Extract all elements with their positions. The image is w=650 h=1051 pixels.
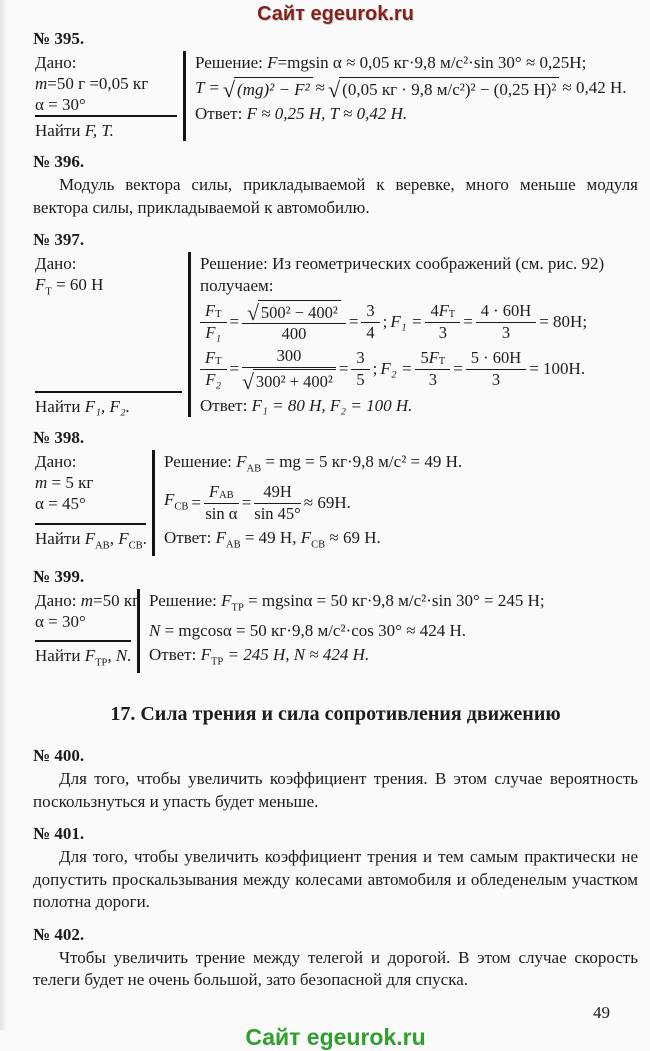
radical-icon: √ bbox=[222, 77, 236, 103]
find-variables: F, T. bbox=[84, 121, 114, 140]
problem-number: № 402. bbox=[33, 924, 85, 944]
subscript: СВ bbox=[128, 540, 143, 552]
coefficient: 4 bbox=[430, 300, 439, 320]
variable: F bbox=[209, 481, 220, 501]
fraction-denominator: 5 bbox=[356, 369, 365, 389]
problem-399 bbox=[33, 567, 638, 673]
find-row bbox=[35, 523, 146, 556]
fraction-numerator bbox=[242, 300, 346, 324]
solution-text: = mgsinα = 50 кг·9,8 м/с²·sin 30° = 245 Н; bbox=[243, 591, 545, 611]
fraction-denominator: F₂ bbox=[205, 369, 222, 389]
fraction-numerator bbox=[200, 349, 227, 370]
solution-text: Из геометрических соображений (см. рис. 92) получаем: bbox=[200, 254, 605, 295]
variable: F bbox=[236, 451, 247, 471]
problem-402 bbox=[33, 925, 638, 992]
fraction-numerator bbox=[204, 483, 239, 504]
subscript: Т bbox=[448, 308, 456, 320]
variable: m bbox=[35, 74, 48, 93]
formula-row-2 bbox=[200, 346, 638, 395]
solution-column bbox=[152, 450, 638, 557]
fraction-numerator: 5 · 60Н bbox=[466, 349, 526, 370]
subscript: Т bbox=[215, 308, 222, 320]
given-column bbox=[33, 450, 152, 557]
variable: m bbox=[35, 472, 48, 492]
problem-395 bbox=[33, 29, 638, 141]
variable: F bbox=[118, 528, 129, 548]
variable: F bbox=[200, 644, 211, 664]
given-value: = 60 Н bbox=[51, 275, 104, 294]
problem-number: № 395. bbox=[33, 29, 85, 48]
formula-lead bbox=[164, 489, 188, 518]
solution-line bbox=[149, 590, 638, 619]
variable: F bbox=[84, 645, 96, 665]
given-line bbox=[35, 73, 177, 94]
answer-label: Ответ: bbox=[149, 644, 201, 664]
answer-line bbox=[164, 527, 638, 556]
page-number: 49 bbox=[593, 1002, 610, 1022]
answer-label: Ответ: bbox=[200, 395, 252, 415]
square-root bbox=[222, 77, 313, 103]
variable: F bbox=[428, 347, 439, 367]
formula-row bbox=[195, 77, 638, 103]
given-column bbox=[33, 589, 140, 673]
variable: F bbox=[35, 275, 46, 294]
subscript: СВ bbox=[311, 539, 326, 551]
equals-sign: = bbox=[453, 359, 463, 379]
fraction-numerator: 300 bbox=[242, 347, 336, 368]
solution-text: =mgsin α ≈ 0,05 кг·9,8 м/с²·sin 30° ≈ 0,25Н; bbox=[277, 53, 587, 72]
formula-result: ≈ 69Н. bbox=[303, 493, 351, 513]
variable: F bbox=[164, 489, 175, 509]
solution-column bbox=[188, 252, 638, 417]
radicand: 500² − 400² bbox=[258, 300, 341, 322]
fraction-numerator bbox=[425, 302, 460, 323]
variable: F bbox=[84, 528, 96, 548]
square-root bbox=[328, 77, 559, 103]
semicolon: ; bbox=[382, 312, 388, 332]
fraction-denominator: 3 bbox=[428, 369, 437, 389]
equals-sign: = bbox=[191, 493, 201, 513]
equals-sign: = bbox=[348, 312, 359, 332]
formula-lead: F₁ = bbox=[390, 312, 423, 332]
fraction-numerator bbox=[200, 302, 227, 323]
find-row bbox=[35, 391, 182, 417]
answer-line bbox=[149, 644, 638, 673]
site-header-watermark: Сайт egeurok.ru bbox=[257, 3, 414, 25]
subscript: АВ bbox=[225, 539, 241, 551]
find-variables: , N. bbox=[107, 645, 132, 665]
formula-lead: F₂ = bbox=[380, 359, 413, 379]
answer-label: Ответ: bbox=[195, 103, 247, 123]
answer-paragraph: Модуль вектора силы, прикладываемой к веревке, много меньше модуля вектора силы, прикладываемой к автомобилю. bbox=[33, 175, 638, 217]
given-solution-table bbox=[33, 252, 638, 417]
variable: F bbox=[221, 591, 232, 611]
fraction-numerator: 49Н bbox=[254, 483, 300, 504]
fraction-denominator: 4 bbox=[366, 322, 375, 342]
subscript: ТР bbox=[231, 602, 244, 614]
formula-lead: T = bbox=[195, 78, 220, 98]
square-root bbox=[247, 300, 341, 326]
variable: F bbox=[267, 53, 278, 72]
answer-text: F ≈ 0,25 Н, T ≈ 0,42 Н. bbox=[246, 103, 408, 123]
answer-paragraph: Чтобы увеличить трение между телегой и дорогой. В этом случае скорость телеги будет не очень большой, зато безопасной для спуска. bbox=[33, 947, 638, 990]
solution-line bbox=[200, 253, 638, 297]
find-variables: F₁, F₂. bbox=[84, 396, 131, 416]
solution-label: Решение: bbox=[149, 591, 222, 611]
problem-397 bbox=[33, 230, 638, 417]
equals-sign: = bbox=[229, 359, 240, 379]
fraction bbox=[466, 349, 526, 390]
given-label: Дано: bbox=[35, 53, 77, 72]
fraction-numerator bbox=[415, 349, 450, 370]
given-value: = 5 кг bbox=[47, 472, 94, 492]
fraction-denominator: sin α bbox=[205, 503, 238, 523]
given-value: =50 г =0,05 кг bbox=[47, 74, 149, 93]
variable: N bbox=[149, 620, 161, 640]
problem-number: № 396. bbox=[33, 152, 85, 171]
fraction bbox=[200, 302, 227, 343]
equals-sign: = bbox=[229, 312, 240, 332]
given-column bbox=[33, 252, 188, 417]
answer-label: Ответ: bbox=[164, 527, 216, 547]
solution-column bbox=[183, 51, 638, 141]
problem-401 bbox=[33, 824, 638, 914]
variable: F bbox=[438, 300, 449, 320]
fraction-numerator: 3 bbox=[361, 302, 379, 323]
subscript: Т bbox=[45, 286, 52, 298]
find-label: Найти bbox=[35, 645, 85, 665]
subscript: Т bbox=[215, 355, 222, 367]
subscript: ТР bbox=[210, 656, 224, 668]
find-row bbox=[35, 640, 131, 673]
fraction bbox=[476, 302, 536, 343]
answer-paragraph: Для того, чтобы увеличить коэффициент трения и тем самым практически не допустить проскальзывания между колесами автомобиля и обледенелым участком полотна дороги. bbox=[33, 847, 638, 912]
given-line: α = 30° bbox=[35, 612, 86, 632]
equals-sign: = bbox=[241, 493, 252, 513]
given-line: α = 45° bbox=[35, 493, 86, 513]
given-column bbox=[33, 51, 183, 141]
fraction-denominator: 3 bbox=[501, 322, 511, 342]
solution-text: = mg = 5 кг·9,8 м/с² = 49 Н. bbox=[261, 451, 463, 471]
fraction bbox=[361, 302, 379, 343]
coefficient: 5 bbox=[420, 347, 429, 367]
formula-result: = 100Н. bbox=[529, 359, 586, 379]
find-row bbox=[35, 115, 177, 141]
fraction bbox=[425, 302, 460, 343]
answer-text: ≈ 69 Н. bbox=[325, 527, 381, 547]
subscript: ТР bbox=[95, 657, 108, 669]
fraction-denominator: 3 bbox=[491, 369, 501, 389]
formula-row bbox=[164, 483, 638, 524]
formula-row-1 bbox=[200, 300, 638, 344]
radical-icon: √ bbox=[242, 370, 254, 395]
subscript: СВ bbox=[174, 501, 189, 513]
variable: m bbox=[80, 591, 93, 611]
subscript: АВ bbox=[219, 489, 234, 501]
radicand: 300² + 400² bbox=[253, 369, 336, 391]
fraction bbox=[415, 349, 450, 390]
fraction-numerator: 3 bbox=[351, 349, 369, 370]
find-label: Найти bbox=[35, 528, 85, 548]
fraction bbox=[200, 349, 227, 390]
given-label: Дано: bbox=[35, 591, 81, 611]
find-label: Найти bbox=[35, 396, 85, 416]
approx-sign: ≈ bbox=[315, 78, 326, 98]
comma: , bbox=[109, 528, 119, 548]
given-solution-table bbox=[33, 450, 638, 557]
variable: F bbox=[205, 347, 216, 367]
answer-text: = 49 Н, bbox=[240, 527, 301, 547]
equals-sign: = bbox=[338, 359, 349, 379]
subscript: АВ bbox=[95, 540, 110, 552]
site-footer-watermark: Сайт egeurok.ru bbox=[245, 1023, 426, 1050]
variable: F bbox=[215, 527, 226, 547]
given-line bbox=[35, 472, 146, 493]
fraction-denominator: F₁ bbox=[205, 322, 222, 342]
answer-paragraph: Для того, чтобы увеличить коэффициент трения. В этом случае вероятность поскользнуться и упасть будет меньше. bbox=[33, 769, 638, 811]
scan-edge-artifact bbox=[0, 0, 7, 1030]
variable: F bbox=[205, 300, 216, 320]
square-root bbox=[242, 369, 336, 395]
solution-line bbox=[164, 451, 638, 480]
fraction bbox=[351, 349, 369, 390]
solution-label: Решение: bbox=[164, 451, 237, 471]
answer-line bbox=[200, 395, 638, 417]
formula-result: ≈ 0,42 Н. bbox=[562, 78, 627, 98]
formula-result: = 80Н; bbox=[539, 312, 588, 332]
fraction-denominator: 3 bbox=[438, 322, 447, 342]
radicand: (mg)² − F² bbox=[234, 77, 313, 100]
given-line: α = 30° bbox=[35, 95, 86, 114]
solution-label: Решение: bbox=[200, 254, 273, 273]
semicolon: ; bbox=[372, 359, 378, 379]
problem-396 bbox=[33, 152, 638, 219]
variable: F bbox=[300, 527, 312, 547]
period: . bbox=[142, 528, 147, 548]
section-17-title: 17. Сила трения и сила сопротивления движению bbox=[110, 703, 561, 726]
given-line bbox=[35, 590, 140, 611]
given-line bbox=[35, 274, 182, 302]
radical-icon: √ bbox=[247, 301, 259, 326]
solution-label: Решение: bbox=[195, 53, 268, 72]
given-solution-table bbox=[33, 51, 638, 141]
problem-number: № 397. bbox=[33, 230, 85, 249]
problem-number: № 398. bbox=[33, 427, 85, 447]
fraction bbox=[254, 483, 300, 524]
fraction bbox=[204, 483, 239, 524]
find-label: Найти bbox=[35, 121, 85, 140]
equals-sign: = bbox=[463, 312, 473, 332]
fraction-denominator: 400 bbox=[281, 324, 307, 344]
fraction bbox=[242, 346, 336, 395]
fraction-numerator: 4 · 60Н bbox=[476, 302, 536, 323]
given-label: Дано: bbox=[35, 254, 77, 273]
problem-number: № 399. bbox=[33, 567, 85, 587]
problem-398 bbox=[33, 428, 638, 557]
radicand: (0,05 кг · 9,8 м/с²)² − (0,25 Н)² bbox=[339, 77, 559, 100]
answer-text: = 245 Н, N ≈ 424 Н. bbox=[223, 644, 370, 664]
solution-text: = mgcosα = 50 кг·9,8 м/с²·cos 30° ≈ 424 Н. bbox=[160, 620, 467, 640]
fraction-denominator: sin 45° bbox=[254, 503, 301, 523]
answer-text: F₁ = 80 Н, F₂ = 100 Н. bbox=[251, 395, 413, 415]
solution-line bbox=[149, 620, 638, 642]
given-solution-table bbox=[33, 589, 638, 673]
solution-line bbox=[195, 52, 638, 74]
answer-line bbox=[195, 103, 638, 125]
subscript: Т bbox=[438, 355, 446, 367]
radical-icon: √ bbox=[328, 77, 341, 103]
fraction bbox=[242, 300, 346, 344]
subscript: АВ bbox=[246, 462, 262, 474]
given-label: Дано: bbox=[35, 451, 77, 471]
problem-number: № 400. bbox=[33, 746, 85, 766]
solution-column bbox=[137, 589, 638, 673]
fraction-denominator bbox=[242, 368, 336, 395]
problem-400 bbox=[33, 746, 638, 813]
problem-number: № 401. bbox=[33, 824, 85, 844]
given-value: =50 кг bbox=[93, 591, 140, 611]
